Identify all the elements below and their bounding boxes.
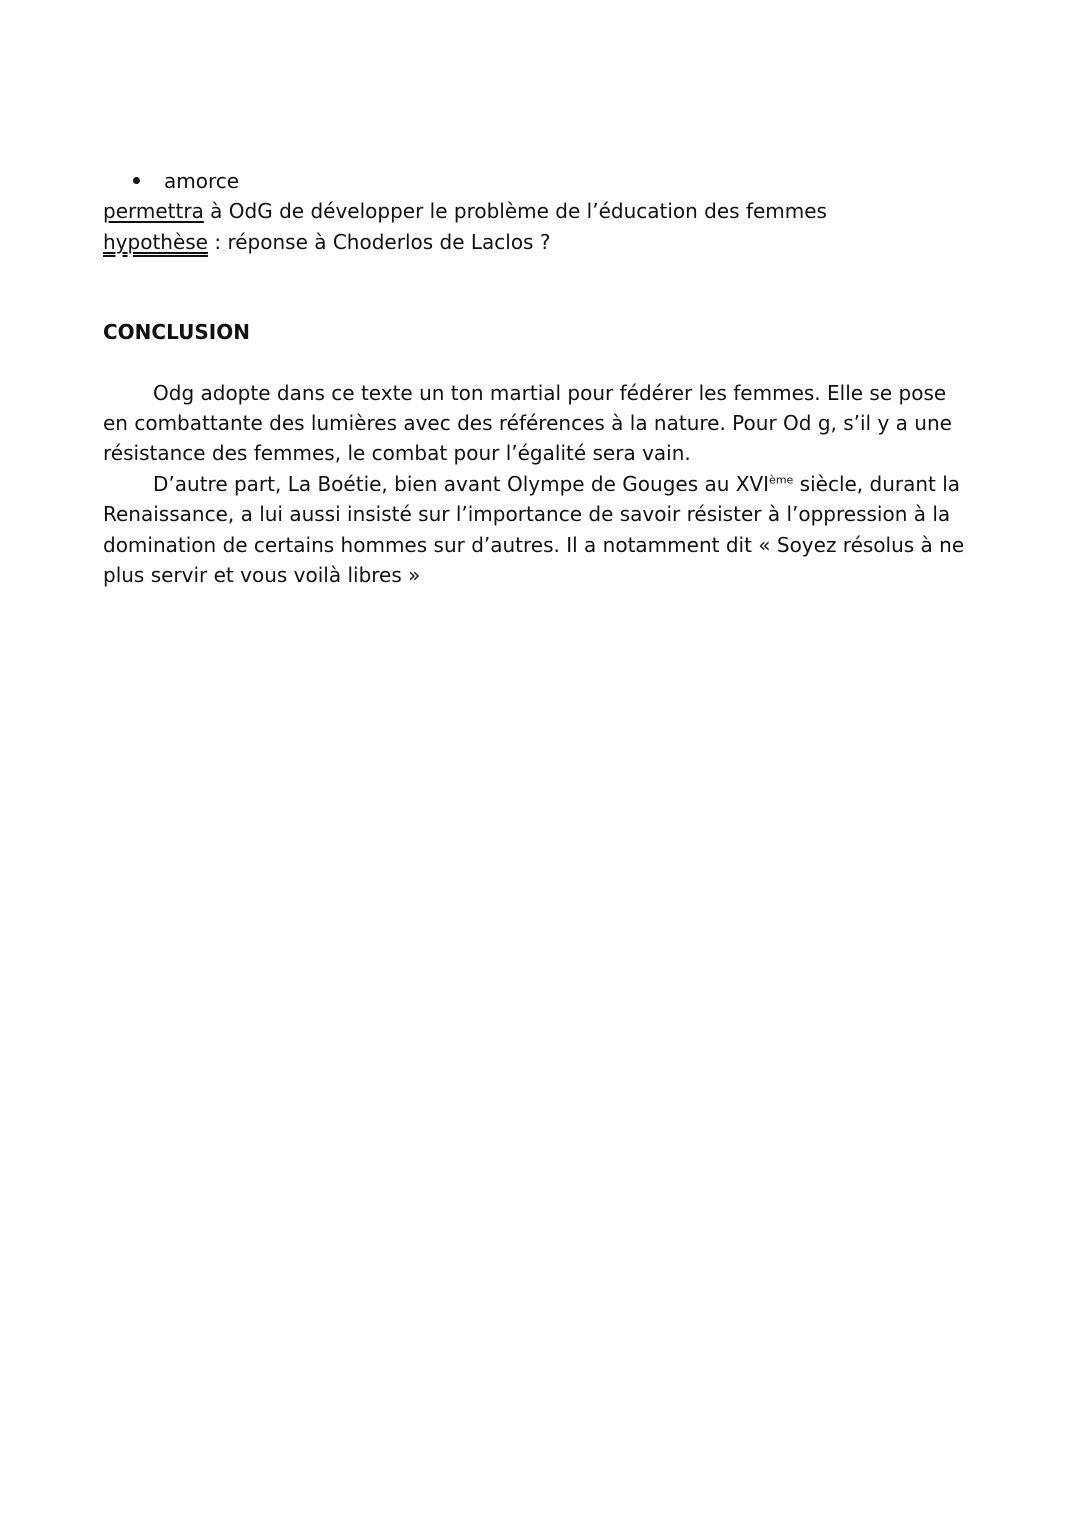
bullet-icon (133, 177, 140, 184)
conclusion-line-4-superscript: ème (769, 473, 794, 487)
conclusion-heading: CONCLUSION (103, 320, 250, 344)
bullet-text: amorce (164, 169, 240, 193)
conclusion-line-1: Odg adopte dans ce texte un ton martial pour fédérer les femmes. Elle se pose (153, 381, 947, 405)
conclusion-line-4 (153, 469, 960, 499)
conclusion-line-7: plus servir et vous voilà libres » (103, 563, 421, 587)
intro-line-2 (103, 227, 550, 257)
conclusion-line-4-rest: siècle, durant la (793, 472, 961, 496)
conclusion-line-3: résistance des femmes, le combat pour l’égalité sera vain. (103, 441, 691, 465)
bullet-item (133, 166, 239, 196)
intro-line-1-text: à OdG de développer le problème de l’éducation des femmes (203, 199, 827, 223)
intro-line-2-text: : réponse à Choderlos de Laclos ? (208, 230, 551, 254)
conclusion-line-4-text: D’autre part, La Boétie, bien avant Olympe de Gouges au XVI (153, 472, 770, 496)
intro-line-1-underlined: permettra (103, 199, 204, 223)
intro-line-2-underlined: hypothèse (103, 230, 208, 254)
intro-line-1 (103, 196, 827, 226)
conclusion-line-5: Renaissance, a lui aussi insisté sur l’importance de savoir résister à l’oppression à la (103, 502, 951, 526)
conclusion-line-2: en combattante des lumières avec des références à la nature. Pour Od g, s’il y a une (103, 411, 952, 435)
conclusion-line-6: domination de certains hommes sur d’autres. Il a notamment dit « Soyez résolus à ne (103, 533, 965, 557)
